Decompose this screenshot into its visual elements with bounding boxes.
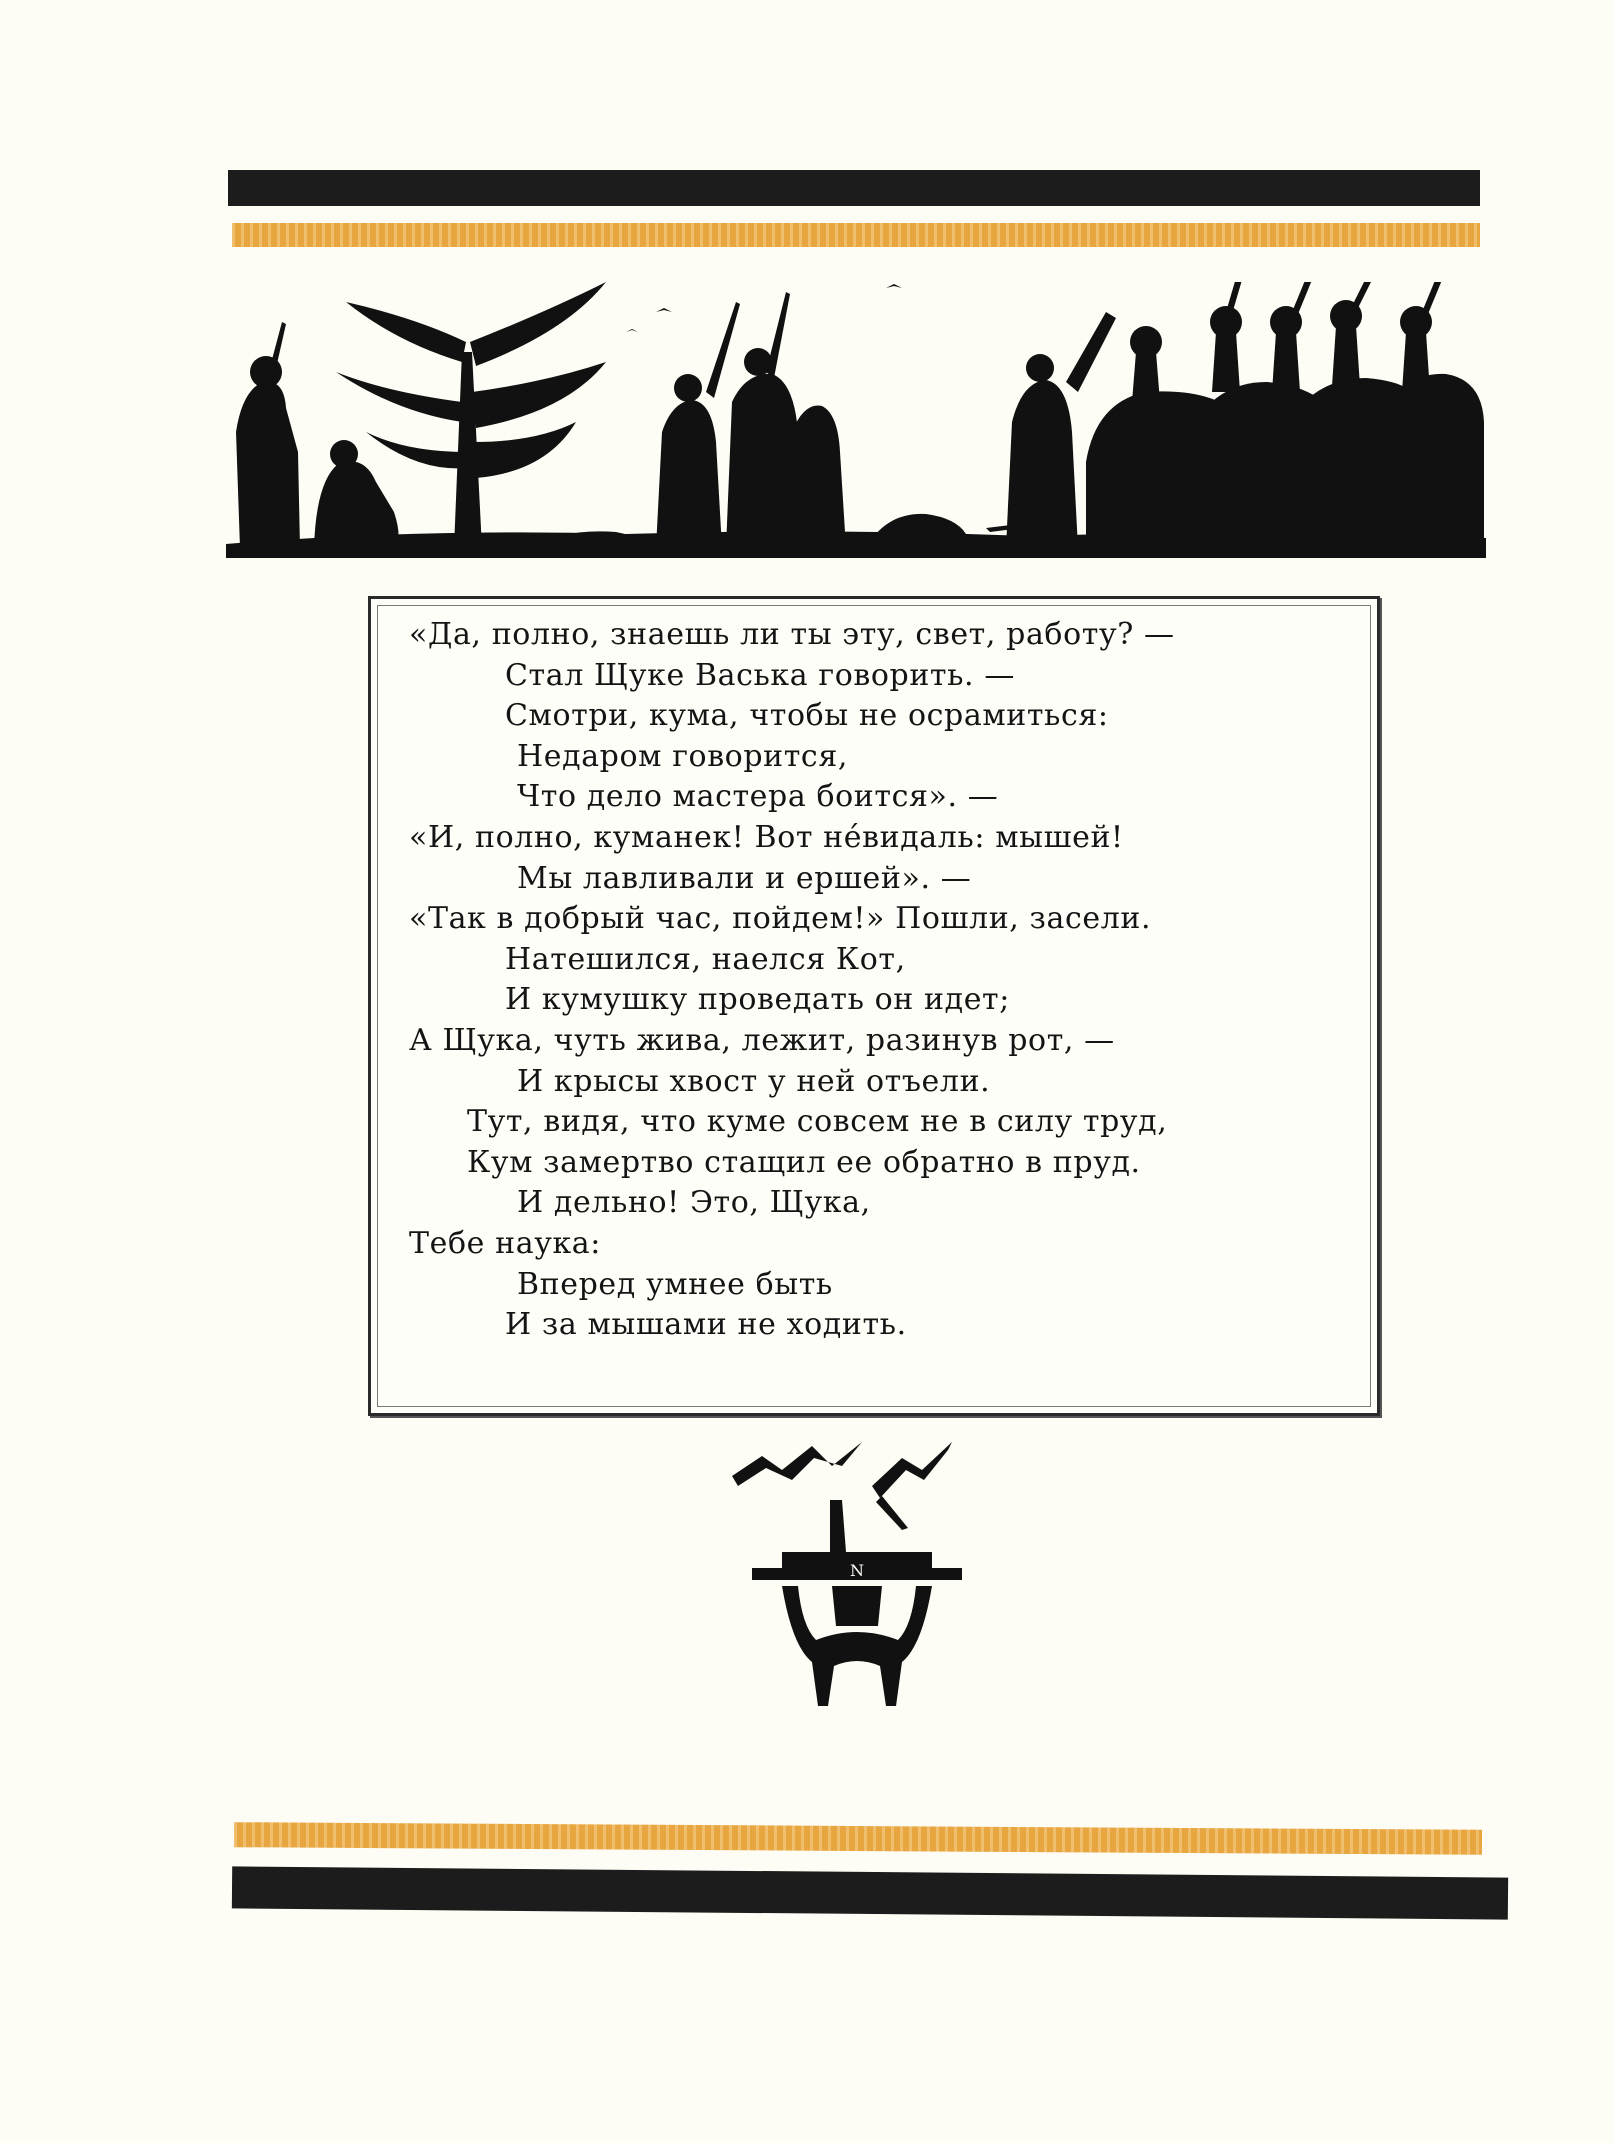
poem-line: «Да, полно, знаешь ли ты эту, свет, работу? — (409, 617, 1175, 652)
poem-line: Стал Щуке Васька говорить. — (505, 657, 1015, 693)
poem-line: И кумушку проведать он идет; (505, 982, 1010, 1018)
poem-line: И дельно! Это, Щука, (517, 1185, 871, 1221)
poem-line: Натешился, наелся Кот, (505, 941, 906, 977)
poem-line: Тут, видя, что куме совсем не в силу труд, (467, 1104, 1168, 1140)
poem-line: Тебе наука: (409, 1225, 601, 1261)
top-black-stripe (228, 170, 1480, 206)
poem-line: Смотри, кума, чтобы не осрамиться: (505, 698, 1109, 734)
bottom-black-stripe (232, 1866, 1508, 1919)
poem-line: И крысы хвост у ней отъели. (517, 1063, 991, 1099)
silhouette-banner-illustration (226, 282, 1486, 558)
poem-line: Недаром говорится, (517, 738, 849, 774)
poem-line: Мы лавливали и ершей». — (517, 860, 972, 896)
bottom-orange-stripe (234, 1822, 1482, 1855)
poem-text (409, 615, 1175, 1346)
poem-line: «Так в добрый час, пойдем!» Пошли, засели. (409, 901, 1152, 937)
emblem-letter: N (850, 1561, 864, 1580)
poem-line: И за мышами не ходить. (505, 1307, 907, 1343)
poem-line: Вперед умнее быть (517, 1266, 833, 1302)
tail-emblem-illustration (722, 1436, 992, 1716)
poem-line: «И, полно, куманек! Вот не́видаль: мышей! (409, 819, 1124, 855)
poem-line: Что дело мастера боится». — (517, 779, 999, 815)
poem-line: Кум замертво стащил ее обратно в пруд. (467, 1144, 1141, 1180)
poem-frame (368, 596, 1380, 1416)
poem-line: А Щука, чуть жива, лежит, разинув рот, — (409, 1022, 1115, 1058)
top-orange-stripe (232, 223, 1480, 247)
